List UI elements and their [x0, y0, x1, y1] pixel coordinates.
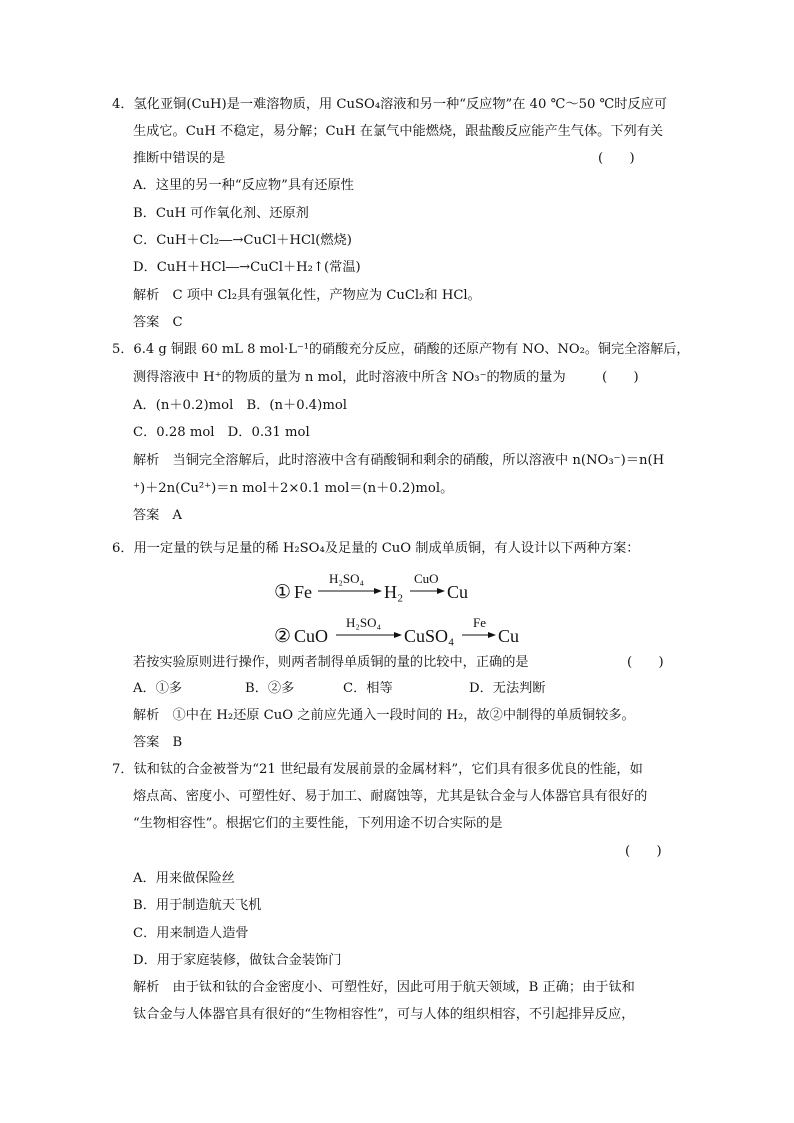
- q7-option-d: D．用于家庭装修，做钛合金装饰门: [133, 953, 342, 968]
- q7-option-b: B．用于制造航天飞机: [133, 898, 262, 913]
- scheme-two-mid: CuSO₄: [404, 626, 455, 646]
- q6-option-b: B．②多: [245, 681, 295, 696]
- scheme-one: [274, 571, 468, 603]
- q4-answer-blank: ( ): [598, 151, 635, 166]
- q5-analysis-line-1: 解析 当铜完全溶解后，此时溶液中含有硝酸铜和剩余的硝酸，所以溶液中 n(NO₃⁻)＝n(H: [133, 453, 665, 468]
- q4-stem-line-1: 4．氢化亚铜(CuH)是一难溶物质，用 CuSO₄溶液和另一种“反应物”在 40 ℃～50 ℃时反应可: [112, 97, 668, 112]
- q5-option-ab: A．(n＋0.2)mol B．(n＋0.4)mol: [133, 398, 347, 413]
- q6-option-c: C．相等: [343, 681, 393, 696]
- scheme-one-reagent-1: H₂SO₄: [329, 571, 365, 586]
- scheme-two-arrowhead-2: [488, 632, 496, 638]
- scheme-two-start: CuO: [294, 626, 329, 646]
- q7-stem-line-1: 7．钛和钛的合金被誉为“21 世纪最有发展前景的金属材料”，它们具有很多优良的性能，如: [112, 762, 643, 777]
- q5-stem-line-1: 5．6.4 g 铜跟 60 mL 8 mol·L⁻¹的硝酸充分反应，硝酸的还原产物有 NO、NO₂。铜完全溶解后，: [112, 342, 690, 357]
- q5-stem-line-2: 测得溶液中 H⁺的物质的量为 n mol，此时溶液中所含 NO₃⁻的物质的量为: [133, 370, 566, 385]
- q7-answer-blank: ( ): [625, 844, 662, 859]
- q4-stem-line-2: 生成它。CuH 不稳定，易分解；CuH 在氯气中能燃烧，跟盐酸反应能产生气体。下列有关: [133, 124, 664, 139]
- q7-analysis-line-2: 钛合金与人体器官具有很好的“生物相容性”，可与人体的组织相容，不引起排异反应，: [133, 1007, 635, 1022]
- q6-stem-line-2: 若按实验原则进行操作，则两者制得单质铜的量的比较中，正确的是: [133, 655, 529, 670]
- q7-stem-line-3: “生物相容性”。根据它们的主要性能，下列用途不切合实际的是: [133, 816, 503, 831]
- scheme-two-reagent-2: Fe: [473, 615, 486, 630]
- scheme-one-start: Fe: [294, 582, 312, 602]
- q6-answer-blank: ( ): [627, 655, 664, 670]
- scheme-one-reagent-2: CuO: [414, 571, 439, 586]
- q6-option-d: D．无法判断: [469, 681, 546, 696]
- q4-answer: 答案 C: [133, 315, 183, 330]
- q6-option-a: A．①多: [133, 681, 183, 696]
- q5-analysis-line-2: ⁺)＋2n(Cu²⁺)＝n mol＋2×0.1 mol＝(n＋0.2)mol。: [133, 481, 454, 496]
- q4-analysis: 解析 C 项中 Cl₂具有强氧化性，产物应为 CuCl₂和 HCl。: [133, 288, 481, 303]
- q5-answer-blank: ( ): [602, 370, 639, 385]
- q7-option-a: A．用来做保险丝: [133, 871, 235, 886]
- scheme-one-number: ①: [274, 582, 292, 603]
- q6-analysis: 解析 ①中在 H₂还原 CuO 之前应先通入一段时间的 H₂，故②中制得的单质铜较多。: [133, 708, 635, 723]
- q7-analysis-line-1: 解析 由于钛和钛的合金密度小、可塑性好，因此可用于航天领域，B 正确；由于钛和: [133, 980, 635, 995]
- q4-option-c: C．CuH＋Cl₂―→CuCl＋HCl(燃烧): [133, 233, 352, 248]
- q4-option-b: B．CuH 可作氧化剂、还原剂: [133, 206, 309, 221]
- scheme-two-arrowhead-1: [394, 632, 402, 638]
- q6-answer: 答案 B: [133, 735, 183, 750]
- q7-option-c: C．用来制造人造骨: [133, 926, 249, 941]
- q4-stem-line-3: 推断中错误的是: [133, 151, 226, 166]
- q6-stem-line-1: 6．用一定量的铁与足量的稀 H₂SO₄及足量的 CuO 制成单质铜，有人设计以下两种方案：: [112, 541, 640, 556]
- q5-answer: 答案 A: [133, 508, 183, 523]
- scheme-two: [274, 615, 519, 647]
- scheme-one-mid: H₂: [384, 582, 404, 602]
- scheme-two-end: Cu: [498, 626, 520, 646]
- q7-stem-line-2: 熔点高、密度小、可塑性好、易于加工、耐腐蚀等，尤其是钛合金与人体器官具有很好的: [133, 789, 648, 804]
- scheme-one-arrowhead-1: [374, 588, 382, 594]
- scheme-one-arrowhead-2: [437, 588, 445, 594]
- q5-option-cd: C．0.28 mol D．0.31 mol: [133, 425, 310, 440]
- q4-option-a: A．这里的另一种“反应物”具有还原性: [133, 178, 354, 193]
- scheme-two-number: ②: [274, 626, 292, 647]
- scheme-one-end: Cu: [447, 582, 469, 602]
- q4-option-d: D．CuH＋HCl―→CuCl＋H₂↑(常温): [133, 260, 361, 275]
- scheme-two-reagent-1: H₂SO₄: [346, 615, 382, 630]
